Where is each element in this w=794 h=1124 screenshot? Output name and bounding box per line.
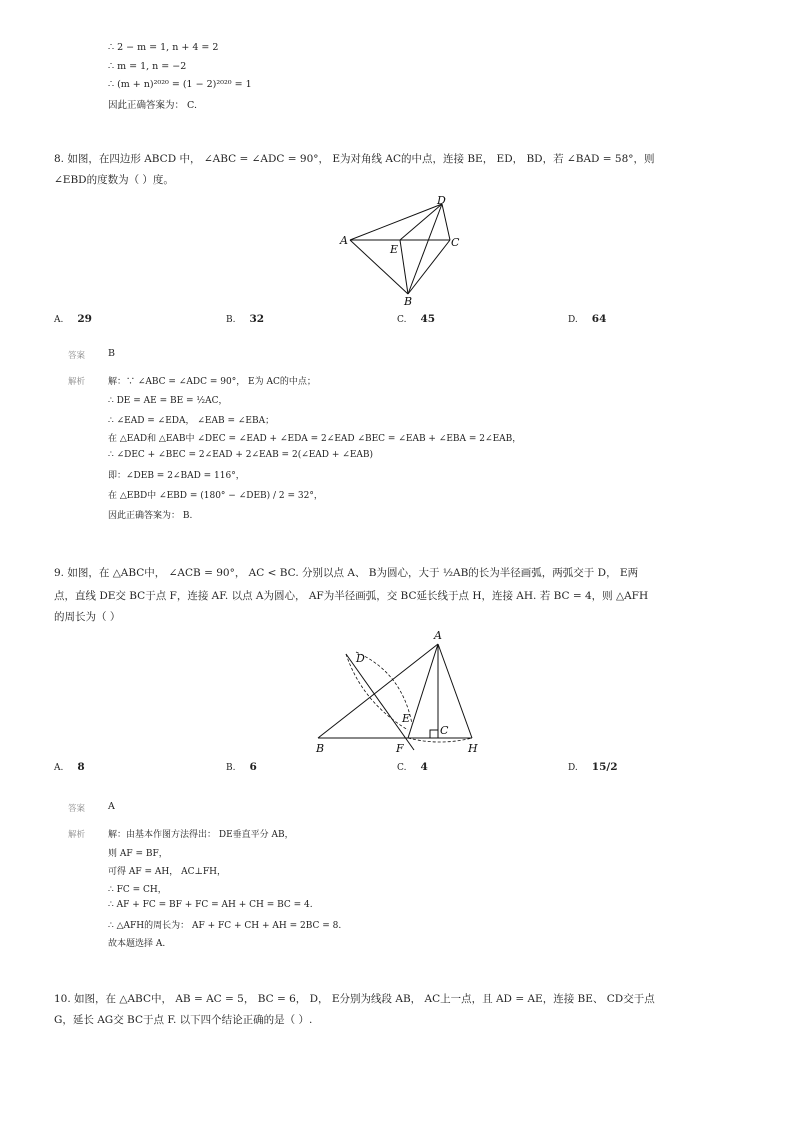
prev-solution-line-2: ∴ m = 1, n = −2 (108, 61, 187, 72)
q8-option-c: C. 45 (397, 313, 436, 325)
q9-analysis-line-7: 故本题选择 A. (108, 939, 166, 949)
q8-analysis-line-6: 即：∠DEB = 2∠BAD = 116°， (108, 471, 245, 481)
q9-label-a: A (434, 629, 442, 642)
q8-label-c: C (451, 236, 460, 249)
q9-analysis-tag: 解析 (68, 830, 86, 840)
q9-option-a: A. 8 (54, 761, 85, 773)
q8-answer: B (108, 348, 115, 359)
q9-text-line-3: 的周长为（ ） (54, 611, 121, 623)
q9-analysis-line-1: 解：由基本作图方法得出： DE垂直平分 AB， (108, 830, 294, 840)
q9-label-d: D (356, 652, 365, 665)
q9-analysis-line-4: ∴ FC = CH， (108, 885, 167, 895)
q9-analysis-line-6: ∴ △AFH的周长为： AF + FC + CH + AH = 2BC = 8. (108, 921, 342, 931)
q8-analysis-line-8: 因此正确答案为： B. (108, 511, 193, 521)
q10-text-line-1: 10. 如图，在 △ABC中， AB = AC = 5， BC = 6， D， E分别为线段 AB， AC上一点，且 AD = AE，连接 BE、 CD交于点 (54, 993, 655, 1005)
q9-answer-tag: 答案 (68, 804, 86, 814)
q9-option-d: D. 15/2 (568, 761, 618, 773)
q9-analysis-line-5: ∴ AF + FC = BF + FC = AH + CH = BC = 4. (108, 900, 313, 910)
q9-label-e: E (402, 712, 411, 725)
prev-solution-line-4: 因此正确答案为： C. (108, 100, 197, 111)
q9-analysis-line-2: 则 AF = BF， (108, 849, 168, 859)
q9-text-line-1: 9. 如图，在 △ABC中， ∠ACB = 90°， AC < BC. 分别以点 A、 B为圆心，大于 ½AB的长为半径画弧，两弧交于 D， E两 (54, 567, 639, 579)
q9-answer: A (108, 801, 115, 812)
q9-label-c: C (440, 724, 449, 737)
q8-analysis-line-3: ∴ ∠EAD = ∠EDA， ∠EAB = ∠EBA； (108, 416, 275, 426)
q8-analysis-line-2: ∴ DE = AE = BE = ½AC， (108, 396, 228, 406)
q8-option-d: D. 64 (568, 313, 607, 325)
q8-analysis-line-1: 解：∵ ∠ABC = ∠ADC = 90°， E为 AC的中点； (108, 377, 316, 387)
q8-option-a: A. 29 (54, 313, 92, 325)
q10-text-line-2: G，延长 AG交 BC于点 F. 以下四个结论正确的是（ ）. (54, 1014, 313, 1026)
q8-figure (330, 192, 470, 308)
q8-analysis-line-5: ∴ ∠DEC + ∠BEC = 2∠EAD + 2∠EAB = 2(∠EAD + ∠EAB) (108, 450, 374, 460)
q8-analysis-line-4: 在 △EAD和 △EAB中 ∠DEC = ∠EAD + ∠EDA = 2∠EAD ∠BEC = ∠EAB + ∠EBA = 2∠EAB， (108, 434, 522, 444)
q9-figure (310, 624, 490, 756)
q8-label-a: A (340, 234, 348, 247)
prev-solution-line-3: ∴ (m + n)²⁰²⁰ = (1 − 2)²⁰²⁰ = 1 (108, 79, 252, 90)
q8-label-d: D (437, 194, 446, 207)
q9-label-h: H (468, 742, 478, 755)
q9-option-b: B. 6 (226, 761, 257, 773)
q9-label-b: B (316, 742, 325, 755)
q8-label-b: B (404, 295, 413, 308)
q9-text-line-2: 点，直线 DE交 BC于点 F，连接 AF. 以点 A为圆心， AF为半径画弧，交 BC延长线于点 H，连接 AH. 若 BC = 4，则 △AFH (54, 590, 649, 602)
q8-answer-tag: 答案 (68, 351, 86, 361)
q8-text-line-1: 8. 如图，在四边形 ABCD 中， ∠ABC = ∠ADC = 90°， E为对角线 AC的中点，连接 BE， ED， BD，若 ∠BAD = 58°，则 (54, 153, 655, 165)
q9-analysis-line-3: 可得 AF = AH， AC⊥FH， (108, 867, 227, 877)
q8-analysis-line-7: 在 △EBD中 ∠EBD = (180° − ∠DEB) / 2 = 32°， (108, 491, 323, 501)
q8-analysis-tag: 解析 (68, 377, 86, 387)
q8-text-line-2: ∠EBD的度数为（ ）度。 (54, 174, 174, 186)
prev-solution-line-1: ∴ 2 − m = 1, n + 4 = 2 (108, 42, 219, 53)
q9-option-c: C. 4 (397, 761, 428, 773)
q8-label-e: E (390, 243, 399, 256)
q9-label-f: F (396, 742, 404, 755)
q8-option-b: B. 32 (226, 313, 265, 325)
